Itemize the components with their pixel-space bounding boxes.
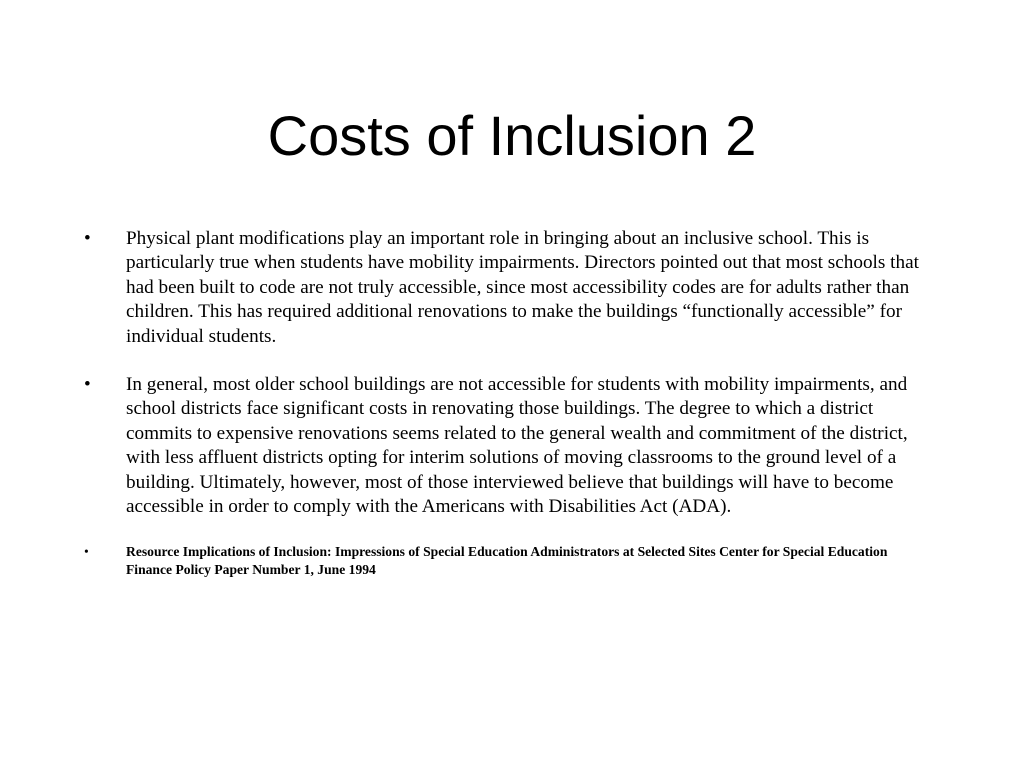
- bullet-marker: •: [84, 374, 91, 396]
- reference-citation: Resource Implications of Inclusion: Impressions of Special Education Administrators at Selected Sites Center for Special Education Finance Policy Paper Number 1, June 1994: [126, 544, 888, 578]
- bullet-item-physical-plant: [84, 227, 934, 349]
- slide-title: Costs of Inclusion 2: [267, 104, 757, 167]
- bullet-text: Physical plant modifications play an important role in bringing about an inclusive school. This is particularly true when students have mobility impairments. Directors pointed out that most schools that had been built to code are not truly accessible, since most accessibility codes are for adults rather than children. This has required additional renovations to make the buildings “functionally accessible” for individual students.: [126, 228, 919, 347]
- bullet-item-reference: [84, 543, 934, 579]
- bullet-text: In general, most older school buildings are not accessible for students with mobility impairments, and school districts face significant costs in renovating those buildings. The degree to which a district commits to expensive renovations seems related to the general wealth and commitment of the district, with less affluent districts opting for interim solutions of moving classrooms to the ground level of a building. Ultimately, however, most of those interviewed believe that buildings will have to become accessible in order to comply with the Americans with Disabilities Act (ADA).: [126, 374, 908, 518]
- bullet-list: [84, 227, 934, 579]
- bullet-item-older-buildings: [84, 373, 934, 519]
- bullet-marker: •: [84, 228, 91, 249]
- bullet-marker: •: [84, 544, 89, 560]
